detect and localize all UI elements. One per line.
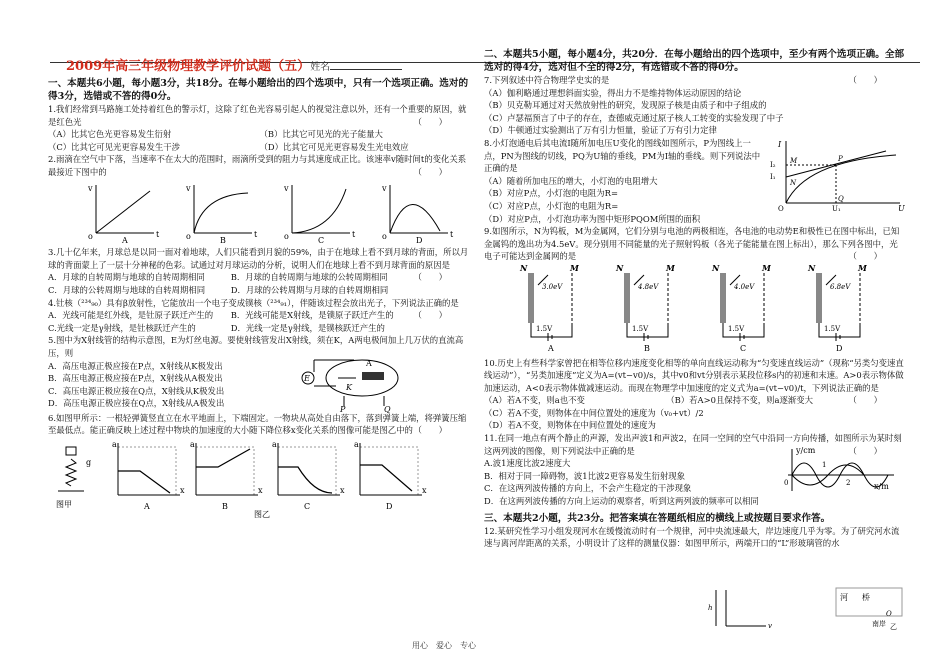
q6-graph-c <box>272 440 345 511</box>
q5-stem: 5.图中为X射线管的结构示意图，E为灯丝电源。要使射线管发出X射线，须在K，A两电极间加上几万伏的直流高压，则 <box>48 335 464 358</box>
q2-text: 2.雨滴在空气中下落，当速率不在太大的范围时，雨滴所受到的阻力与其速度成正比。该速率v随时间t的变化关系最接近下图中的 <box>48 154 467 177</box>
q11-option-d: D．在这两列波传播的方向上运动的观察者，听到这两列波的频率可以相同 <box>484 496 759 507</box>
q10-options <box>484 394 849 407</box>
svg-text:N: N <box>616 262 624 273</box>
title-text: 2009年高三年级物理教学评价试题（五） <box>66 59 311 74</box>
svg-text:x: x <box>340 485 345 495</box>
svg-text:N: N <box>712 262 720 273</box>
q10-option-a: （A）若A不变，则a也不变 <box>484 395 585 406</box>
svg-text:t: t <box>352 229 356 239</box>
svg-text:t: t <box>450 229 454 239</box>
q8-stem: 8.小灯泡通电后其电流I随所加电压U变化的图线如图所示，P为图线上一点，PN为图线的切线，PQ为U轴的垂线，PM为I轴的垂线。则下列说法中正确的是 <box>484 137 761 174</box>
q2-label-a: A <box>122 235 128 243</box>
svg-text:o: o <box>382 231 387 241</box>
label-g: g <box>86 457 92 467</box>
q5-option-a: A．高压电源正极应接在P点，X射线从K极发出 <box>48 360 223 371</box>
q9-voltage-b: 1.5V <box>632 324 649 333</box>
q11-text: 11.在同一地点有两个静止的声源，发出声波1和声波2，在同一空间的空气中沿同一方向传播，如图所示为某时刻这两列波的图像，则下列说法中正确的是 <box>484 433 902 456</box>
q6-figures <box>48 437 471 519</box>
svg-text:x: x <box>258 485 263 495</box>
q7-stem: 7.下列叙述中符合物理学史实的是 （ ） <box>484 75 882 85</box>
svg-text:M: M <box>762 262 771 273</box>
axis-x: x/m <box>874 482 889 492</box>
label-origin: O <box>778 204 784 211</box>
q9-voltage-d: 1.5V <box>824 324 841 333</box>
q9-energy-b: 4.8eV <box>638 282 659 291</box>
q10-text: 10.历史上有些科学家曾把在相等位移内速度变化相等的单向直线运动称为“匀变速直线运动”（现称“另类匀变速直线运动”），“另类加速度”定义为A=(vt−v0)/s，其中v0和vt分别表示某段位移s内的初速和末速。A>0表示物体做加速运动，A<0表示物体做减速运动。而现在物理学中加速度的定义式为a=(vt−v0)/t，下列说法正确的是 <box>484 357 904 393</box>
q8-option-c: （C）对应P点，小灯泡的电阻为R= <box>484 200 619 211</box>
q1-option-c: （C）比其它可见光更容易发生干涉 <box>48 141 181 152</box>
q7-option-c: （C）卢瑟福预言了中子的存在，查德威克通过原子核人工转变的实验发现了中子 <box>484 112 784 123</box>
q2-label-c: C <box>318 235 325 243</box>
q2-graph-a <box>87 184 160 243</box>
svg-text:t: t <box>254 229 258 239</box>
label-cathode: K <box>346 382 352 392</box>
q1-option-d: （D）比其它可见光更容易发生光电效应 <box>259 141 409 152</box>
svg-text:a: a <box>272 439 277 449</box>
q9-stem: 9.如图所示，N为钨板，M为金属网，它们分别与电池的两极相连，各电池的电动势E和极性已在图中标出，已知金属钨的逸出功为4.5eV。现分别用不同能量的光子照射钨板（各光子能能量在图上标出），那么下列各图中，光电子可能达到金属网的是 （ ） <box>484 226 900 262</box>
svg-text:v: v <box>284 183 289 193</box>
label-bridge: 桥 <box>862 593 870 602</box>
q5-option-c: C．高压电源正极应接在Q点，X射线从K极发出 <box>48 385 225 396</box>
svg-text:M: M <box>666 262 675 273</box>
wave-diagram <box>782 445 902 495</box>
label-u1: U₁ <box>832 204 841 211</box>
q4-option-c: C.光线一定是γ射线，是钍核跃迁产生的 <box>48 322 196 333</box>
svg-text:o: o <box>284 231 289 241</box>
svg-text:o: o <box>186 231 191 241</box>
q2-label-d: D <box>416 235 423 243</box>
q1-option-a: （A）比其它色光更容易发生衍射 <box>48 129 172 140</box>
q4-option-b: B．光线可能是X射线，是镤原子跃迁产生的 <box>230 310 394 321</box>
label-n: N <box>790 178 797 187</box>
q10-stem: 10.历史上有些科学家曾把在相等位移内速度变化相等的单向直线运动称为“匀变速直线运动”（现称“另类匀变速直线运动”），“另类加速度”定义为A=(vt−v0)/s，其中v0和vt分别表示某段位移s内的初速和末速。A>0表示物体做加速运动，A<0表示物体做减速运动。而现在物理学中加速度的定义式为a=(vt−v0)/t，下列说法正确的是 （ ） <box>484 357 904 406</box>
q9-circuit-c <box>711 263 772 353</box>
q4-options <box>48 309 414 334</box>
svg-text:o: o <box>88 231 93 241</box>
section-2-header: 二、本题共5小题，每小题4分，共20分．在每小题给出的四个选项中，至少有两个选项正确。全部选对的得4分，选对但不全的得2分，有选错或不答的得0分。 <box>484 49 905 73</box>
label-south-bank: 南岸 <box>872 620 886 628</box>
svg-text:M: M <box>858 262 867 273</box>
q9-label-a: A <box>548 343 554 353</box>
label-o: O <box>886 610 892 618</box>
q9-energy-c: 4.0eV <box>734 282 755 291</box>
q4-isotope-th: ²³⁴₉₀ <box>81 297 98 308</box>
label-wave-1: 1 <box>822 461 827 470</box>
q4-text-b: ）具有β放射性，它能放出一个电子变成镤核（ <box>97 297 271 308</box>
label-fig-yi: 乙 <box>890 623 897 630</box>
q6-graph-d <box>354 440 427 511</box>
label-fig-yi: 图乙 <box>254 509 270 519</box>
q9-circuit-a <box>519 263 580 353</box>
q11-stem: 11.在同一地点有两个静止的声源，发出声波1和声波2，在同一空间的空气中沿同一方向传播，如图所示为某时刻这两列波的图像，则下列说法中正确的是 （ ） <box>484 433 902 456</box>
q10-option-b: （B）若A>0且保持不变，则a逐渐变大 <box>666 395 814 406</box>
svg-text:N: N <box>520 262 528 273</box>
q1-stem: 1.我们经常到马路施工处持着红色的警示灯，这除了红色光容易引起人的视觉注意以外，还有一个重要的原因，就是红色光 （ ） <box>48 104 467 127</box>
q9-energy-a: 3.0eV <box>542 282 563 291</box>
q3-option-d: D．月球的公转周期与月球的自转周期相同 <box>230 284 389 295</box>
q1-option-b: （B）比其它可见光的光子能量大 <box>259 129 383 140</box>
q9-voltage-a: 1.5V <box>536 324 553 333</box>
axis-i: I <box>778 139 782 149</box>
section-1-header: 一、本题共6小题，每小题3分，共18分。在每小题给出的四个选项中，只有一个选项正确。选对的得3分，选错或不答的得0分。 <box>48 78 469 102</box>
xray-tube-diagram <box>284 350 404 414</box>
q11-option-a: A.波1速度比波2速度大 <box>484 458 571 469</box>
q8-option-a: （A）随着所加电压的增大，小灯泡的电阻增大 <box>484 175 658 186</box>
q6-label-d: D <box>386 501 393 511</box>
q1-options <box>48 128 471 153</box>
q8-option-b: （B）对应P点，小灯泡的电阻为R= <box>484 188 618 199</box>
q7-option-d: （D）牛顿通过实验测出了万有引力恒量，验证了万有引力定律 <box>484 125 717 136</box>
svg-text:t: t <box>156 229 160 239</box>
label-fig-jia: 图甲 <box>56 499 72 509</box>
label-q: Q <box>838 194 844 203</box>
q4-text-a: 4.钍核（ <box>48 297 82 308</box>
left-column <box>48 48 471 522</box>
q6-stem: 6.如图甲所示：一根轻弹簧竖直立在水平地面上，下端固定。一物块从高处自由落下，落到弹簧上端，将弹簧压缩至最低点。能正确反映上述过程中物块的加速度的大小随下降位移x变化关系的图像可能是图乙中的 （ ） <box>48 412 467 436</box>
label-v: v <box>768 622 772 630</box>
q2-label-b: B <box>220 235 226 243</box>
river-measure-diagram <box>706 586 906 630</box>
q7-text: 7.下列叙述中符合物理学史实的是 <box>484 75 610 85</box>
right-column <box>484 48 906 630</box>
q9-voltage-c: 1.5V <box>728 324 745 333</box>
q8-option-d: （D）对应P点，小灯泡功率为图中矩形PQOM所围的面积 <box>484 213 701 224</box>
q9-figures <box>484 263 906 353</box>
q7-option-a: （A）伽利略通过理想斜面实验，得出力不是维持物体运动原因的结论 <box>484 87 742 98</box>
label-anode: A <box>366 358 372 368</box>
q9-label-b: B <box>644 343 650 353</box>
label-i2: I₂ <box>770 160 776 169</box>
q9-label-d: D <box>836 343 843 353</box>
q4-option-a: A．光线可能是红外线，是钍原子跃迁产生的 <box>48 310 214 321</box>
svg-text:x: x <box>422 485 427 495</box>
svg-text:v: v <box>382 183 387 193</box>
q1-text: 1.我们经常到马路施工处持着红色的警示灯，这除了红色光容易引起人的视觉注意以外，还有一个重要的原因，就是红色光 <box>48 104 467 127</box>
label-q: Q <box>384 404 391 414</box>
q5-option-d: D．高压电源正极应接在Q点，X射线从A极发出 <box>48 398 225 409</box>
q11-option-c: C．在这两列波传播的方向上，不会产生稳定的干涉现象 <box>484 483 692 494</box>
spring-figure <box>56 447 91 509</box>
label-p: P <box>838 154 843 163</box>
section-3-header: 三、本题共2小题，共23分。把答案填在答题纸相应的横线上或按题目要求作答。 <box>484 512 831 524</box>
q9-circuit-d <box>807 263 868 353</box>
q3-option-c: C．月球的公转周期与地球的自转周期相同 <box>48 284 206 295</box>
q4-option-d: D．光线一定是γ射线，是镤核跃迁产生的 <box>230 322 385 333</box>
svg-text:v: v <box>88 183 93 193</box>
exam-title <box>48 58 471 77</box>
page-footer: 用心 爱心 专心 <box>412 641 476 650</box>
name-label: 姓名 <box>310 62 331 73</box>
name-blank <box>330 59 402 70</box>
q4-stem: 4.钍核（²³⁴₉₀）具有β放射性，它能放出一个电子变成镤核（²³⁴₉₁），伴随该过程会放出光子，下列说法正确的是 （ ） <box>48 297 459 321</box>
q2-graph-c <box>283 184 356 243</box>
label-source: E <box>304 373 310 383</box>
svg-text:N: N <box>808 262 816 273</box>
q6-graph-b <box>190 440 263 511</box>
q8-block <box>484 137 906 225</box>
axis-x: x <box>180 485 185 495</box>
svg-text:v: v <box>186 183 191 193</box>
q10-option-c: （C）若A不变，则物体在中间位置处的速度为（v₀+vt）/2 <box>484 407 704 418</box>
q12-stem: 12.某研究性学习小组发现河水在缓慢流动时有一个规律，河中央流速最大，岸边速度几乎为零。为了研究河水流速与离河岸距离的关系，小明设计了这样的测量仪器：如图甲所示，两端开口的“L”形玻璃管的水 <box>484 525 900 549</box>
q5-option-b: B．高压电源正极应接在P点，X射线从A极发出 <box>48 373 223 384</box>
label-i1: I₁ <box>770 172 776 181</box>
q9-text: 9.如图所示，N为钨板，M为金属网，它们分别与电池的两极相连，各电池的电动势E和极性已在图中标出，已知金属钨的逸出功为4.5eV。现分别用不同能量的光子照射钨板（各光子能能量在图上标出），那么下列各图中，光电子可能达到金属网的是 <box>484 226 900 262</box>
svg-text:M: M <box>570 262 579 273</box>
q10-option-d: （D）若A不变，则物体在中间位置处的速度为 <box>484 420 656 431</box>
q11-option-b: B．相对于同一障碍物，波1比波2更容易发生衍射现象 <box>484 470 686 481</box>
q3-option-b: B．月球的自转周期与地球的公转周期相同 <box>230 272 388 283</box>
q4-text-c: ），伴随该过程会放出光子，下列说法正确的是 <box>287 297 459 308</box>
label-h: h <box>708 604 713 612</box>
iu-curve-diagram <box>766 137 906 211</box>
q6-graph-a <box>112 440 185 511</box>
q6-label-c: C <box>304 501 311 511</box>
q5-block <box>48 360 471 412</box>
q3-option-a: A．月球的自转周期与地球的自转周期相同 <box>48 272 205 283</box>
q7-option-b: （B）贝克勒耳通过对天然放射性的研究，发现原子核是由质子和中子组成的 <box>484 100 767 111</box>
q6-label-a: A <box>144 501 150 511</box>
axis-u: U <box>898 203 905 211</box>
label-wave-2: 2 <box>846 479 851 488</box>
q11-block <box>484 446 906 507</box>
q5-options <box>48 360 278 410</box>
q9-circuit-b <box>615 263 676 353</box>
q9-label-c: C <box>740 343 747 353</box>
q4-isotope-pa: ²³⁴₉₁ <box>270 297 288 308</box>
label-m: M <box>790 156 798 165</box>
axis-a: a <box>112 439 117 449</box>
q3-options <box>48 271 414 296</box>
q3-stem: 3.几十亿年来，月球总是以同一面对着地球，人们只能看到月貌的59%，由于在地球上看不到月球的背面，所以月球的背面蒙上了一层十分神秘的色彩。试通过对月球运动的分析，说明人们在地球上看不到月球背面的原因是 （ ） <box>48 247 469 283</box>
axis-y: y/cm <box>796 446 816 456</box>
q9-energy-d: 6.8eV <box>830 282 851 291</box>
label-river: 河 <box>840 593 848 602</box>
q2-graph-d <box>381 184 454 243</box>
q6-text: 6.如图甲所示：一根轻弹簧竖直立在水平地面上，下端固定。一物块从高处自由落下，落到弹簧上端，将弹簧压缩至最低点。能正确反映上述过程中物块的加速度的大小随下降位移x变化关系的图像可能是图乙中的 <box>48 412 467 436</box>
q2-figures <box>48 179 471 243</box>
label-origin: 0 <box>784 479 789 488</box>
label-p: P <box>340 404 346 414</box>
svg-text:a: a <box>354 439 359 449</box>
svg-text:a: a <box>190 439 195 449</box>
q2-graph-b <box>185 184 258 243</box>
q6-label-b: B <box>222 501 228 511</box>
q2-stem: 2.雨滴在空气中下落，当速率不在太大的范围时，雨滴所受到的阻力与其速度成正比。该速率v随时间t的变化关系最接近下图中的 （ ） <box>48 154 467 177</box>
q3-text: 3.几十亿年来，月球总是以同一面对着地球，人们只能看到月貌的59%，由于在地球上看不到月球的背面，所以月球的背面蒙上了一层十分神秘的色彩。试通过对月球运动的分析，说明人们在地球上看不到月球背面的原因是 <box>48 247 469 270</box>
